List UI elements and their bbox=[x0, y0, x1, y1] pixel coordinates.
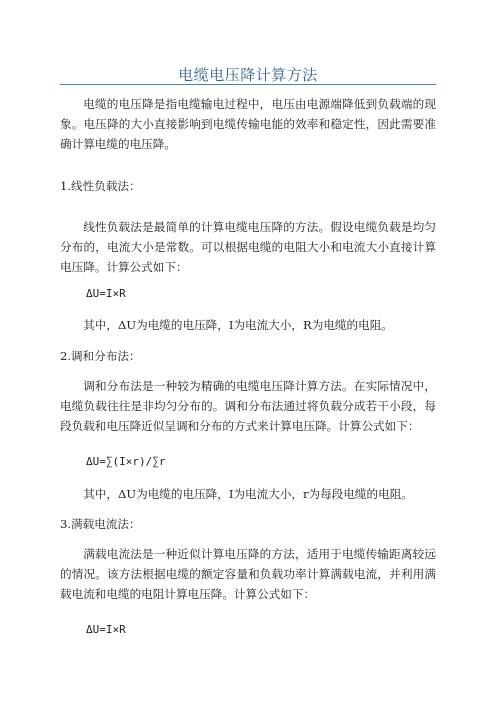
formula-linear-load: ΔU=I×R bbox=[86, 287, 126, 300]
section-body-linear-load: 线性负载法是最简单的计算电缆电压降的方法。假设电缆负载是均匀分布的，电流大小是常数。可以根据电缆的电阻大小和电流大小直接计算电压降。计算公式如下： bbox=[60, 220, 436, 274]
intro-paragraph: 电缆的电压降是指电缆输电过程中，电压由电源端降低到负载端的现象。电压降的大小直接影响到电缆传输电能的效率和稳定性，因此需要准确计算电缆的电压降。 bbox=[60, 97, 436, 151]
formula-harmonic: ΔU=∑(I×r)/∑r bbox=[86, 455, 166, 468]
section-heading-linear-load: 1.线性负载法： bbox=[60, 179, 141, 193]
explanation-linear-load: 其中，ΔU为电缆的电压降，I为电流大小，R为电缆的电阻。 bbox=[83, 318, 393, 332]
section-heading-harmonic: 2.调和分布法： bbox=[60, 349, 141, 363]
title-underline bbox=[60, 84, 436, 85]
section-heading-full-load: 3.满载电流法： bbox=[60, 517, 141, 531]
formula-full-load: ΔU=I×R bbox=[86, 623, 126, 636]
page-title: 电缆电压降计算方法 bbox=[178, 66, 318, 84]
section-body-full-load: 满载电流法是一种近似计算电压降的方法，适用于电缆传输距离较远的情况。该方法根据电缆的额定容量和负载功率计算满载电流，并利用满载电流和电缆的电阻计算电压降。计算公式如下： bbox=[60, 547, 436, 601]
explanation-harmonic: 其中，ΔU为电缆的电压降，I为电流大小，r为每段电缆的电阻。 bbox=[83, 487, 413, 501]
section-body-harmonic: 调和分布法是一种较为精确的电缆电压降计算方法。在实际情况中，电缆负载往往是非均匀分布的。调和分布法通过将负载分成若干小段，每段负载和电压降近似呈调和分布的方式来计算电压降。计算公式如下： bbox=[60, 379, 436, 433]
